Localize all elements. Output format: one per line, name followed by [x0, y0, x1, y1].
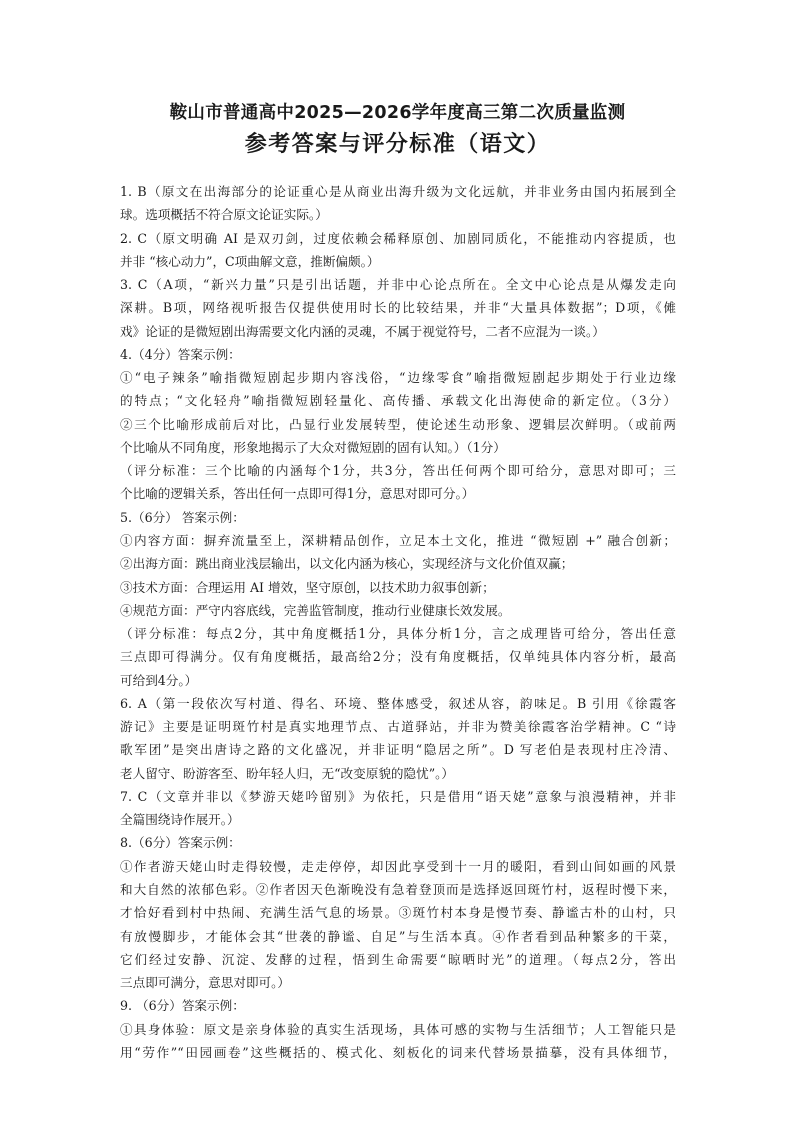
text-line: 5.（6分） 答案示例： — [120, 509, 245, 525]
text-line: ③技术方面：合理运用 AI 增效，坚守原创，以技术助力叙事创新； — [120, 579, 495, 595]
text-line: ②出海方面：跳出商业浅层输出，以文化内涵为核心，实现经济与文化价值双赢； — [120, 556, 574, 572]
text-line: 全篇围绕诗作展开。） — [120, 812, 240, 828]
text-line: 歌军团”是突出唐诗之路的文化盛况，并非证明“隐居之所”。D 写老伯是表现村庄冷清、 — [120, 742, 676, 758]
document-subtitle: 参考答案与评分标准（语文） — [244, 132, 551, 157]
text-line: 个比喻从不同角度，形象地揭示了大众对微短剧的固有认知。）（1分） — [120, 439, 506, 455]
text-line: ①具身体验：原文是亲身体验的真实生活现场，具体可感的实物与生活细节；人工智能只是 — [120, 1021, 676, 1037]
text-line: 老人留守、盼游客至、盼年轻人归，无“改变原貌的隐忧”。） — [120, 765, 455, 781]
text-line: 戏》论证的是微短剧出海需要文化内涵的灵魂，不属于视觉符号，二者不应混为一谈。） — [120, 323, 605, 339]
text-line: ④规范方面：严守内容底线，完善监管制度，推动行业健康长效发展。 — [120, 602, 511, 618]
text-line: 可给到4分。） — [120, 672, 198, 688]
text-line: ②三个比喻形成前后对比，凸显行业发展转型，使论述生动形象、逻辑层次鲜明。（或前两 — [120, 416, 676, 432]
answer-content — [120, 180, 676, 1064]
text-line: 有放慢脚步，才能体会其“世袭的静谧、自足”与生活本真。④作者看到品种繁多的干菜， — [120, 928, 676, 944]
text-line: 9. （6分）答案示例： — [120, 998, 245, 1014]
text-line: 3. C（A项，“新兴力量”只是引出话题，并非中心论点所在。全文中心论点是从爆发走向 — [120, 277, 676, 293]
text-line: 才恰好看到村中热闹、充满生活气息的场景。③斑竹村本身是慢节奏、静谧古朴的山村，只 — [120, 905, 676, 921]
text-line: 的特点；“文化轻舟”喻指微短剧轻量化、高传播、承载文化出海使命的新定位。（3分） — [120, 393, 676, 409]
text-line: 三点即可得满分。仅有角度概括，最高给2分；没有角度概括，仅单纯具体内容分析，最高 — [120, 649, 676, 665]
text-line: 三点即可满分，意思对即可。） — [120, 975, 291, 991]
text-line: 7. C（文章并非以《梦游天姥吟留别》为依托，只是借用“语天姥”意象与浪漫精神，并非 — [120, 788, 676, 804]
text-line: ①“电子辣条”喻指微短剧起步期内容浅俗，“边缘零食”喻指微短剧起步期处于行业边缘 — [120, 370, 676, 386]
text-line: 和大自然的浓郁色彩。②作者因天色渐晚没有急着登顶而是选择返回斑竹村，返程时慢下来， — [120, 881, 676, 897]
text-line: 2. C（原文明确 AI 是双刃剑，过度依赖会稀释原创、加剧同质化，不能推动内容提质，也 — [120, 230, 676, 246]
text-line: 个比喻的逻辑关系，答出任何一点即可得1分，意思对即可分。） — [120, 486, 475, 502]
text-line: （评分标准：三个比喻的内涵每个1分，共3分，答出任何两个即可给分，意思对即可；三 — [120, 463, 676, 479]
text-line: 并非 “核心动力”，C项曲解文意，推断偏颇。） — [120, 253, 380, 269]
text-line: 1. B（原文在出海部分的论证重心是从商业出海升级为文化远航，并非业务由国内拓展到全 — [120, 184, 676, 199]
text-line: 深耕。B项，网络视听报告仅提供使用时长的比较结果，并非“大量具体数据”；D项，《傩 — [120, 300, 676, 316]
text-line: 4.（4分）答案示例： — [120, 346, 241, 362]
text-line: 它们经过安静、沉淀、发酵的过程，悟到生命需要“晾晒时光”的道理。（每点2分，答出 — [120, 951, 676, 967]
document-title: 鞍山市普通高中2025—2026学年度高三第二次质量监测 — [169, 103, 626, 123]
text-line: ①内容方面：摒弃流量至上，深耕精品创作，立足本土文化，推进 “微短剧 +” 融合创新； — [120, 532, 676, 548]
text-line: （评分标准：每点2分，其中角度概括1分，具体分析1分，言之成理皆可给分，答出任意 — [120, 626, 676, 642]
text-line: ①作者游天姥山时走得较慢，走走停停，却因此享受到十一月的暖阳，看到山间如画的风景 — [120, 858, 676, 874]
text-line: 用“劳作”“田园画卷”这些概括的、模式化、刻板化的词来代替场景描摹，没有具体细节， — [120, 1044, 676, 1060]
text-line: 球。选项概括不符合原文论证实际。） — [120, 207, 328, 223]
text-line: 6. A（第一段依次写村道、得名、环境、整体感受，叙述从容，韵味足。B 引用《徐霞客 — [120, 695, 676, 711]
text-line: 游记》主要是证明斑竹村是真实地理节点、古道驿站，并非为赞美徐霞客治学精神。C “诗 — [120, 719, 676, 735]
text-line: 8.（6分）答案示例： — [120, 835, 241, 851]
